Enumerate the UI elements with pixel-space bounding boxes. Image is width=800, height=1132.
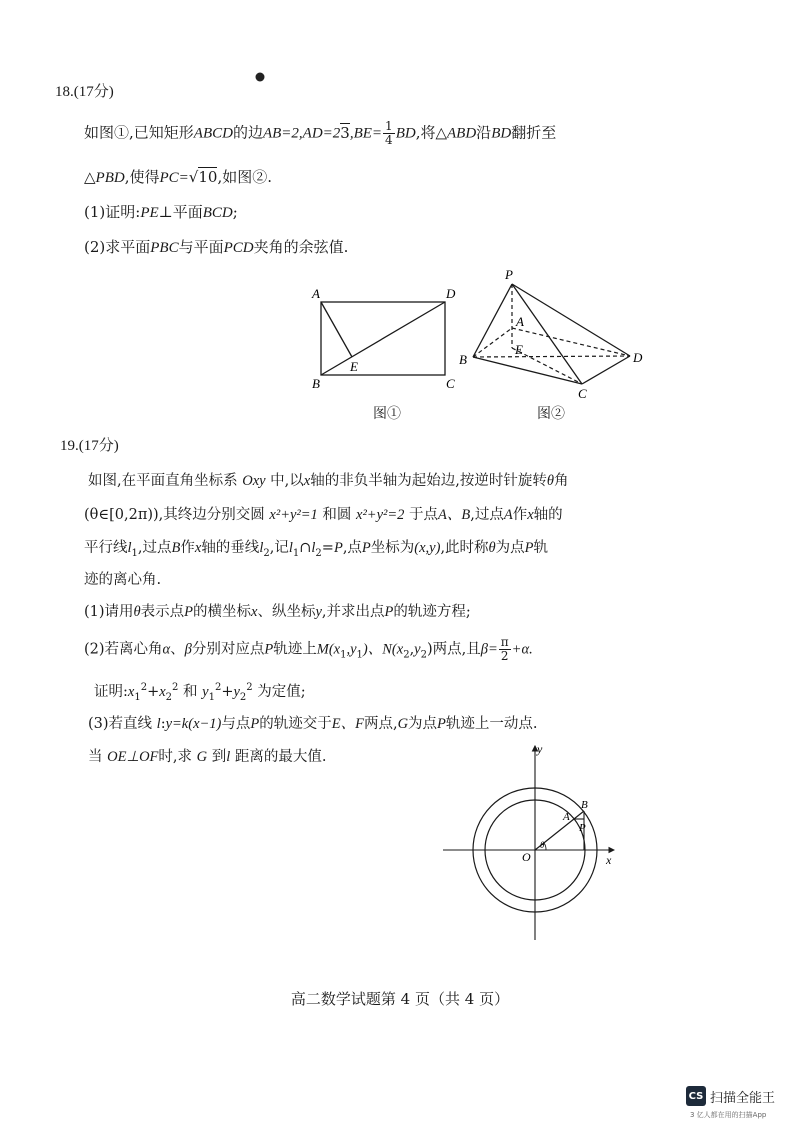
label-d: D bbox=[633, 350, 643, 365]
label-x: x bbox=[606, 853, 612, 867]
label-e: E bbox=[515, 342, 523, 357]
q19-line2: (θ∈[0,2π)),其终边分别交圆 x²+y²=1 和圆 x²+y²=2 于点A、B,过点A作x轴的 bbox=[84, 507, 563, 523]
figure-1-rectangle bbox=[300, 280, 470, 395]
fraction-pi-over-2: $\frac{\pi}{2}$ bbox=[500, 635, 509, 663]
q18-header: 18.(17分) bbox=[55, 84, 114, 100]
label-b: B bbox=[581, 799, 588, 811]
label-b: B bbox=[312, 376, 320, 391]
q19-header: 19.(17分) bbox=[60, 438, 119, 454]
q19-line3: 平行线$l_1$,过点B作x轴的垂线$l_2$,记$l_1\cap l_2=P$,点P坐标为(x,y),此时称θ为点P轨 bbox=[84, 540, 549, 559]
fraction-one-quarter: $\frac{1}{4}$ bbox=[385, 119, 393, 147]
label-theta: θ bbox=[540, 840, 545, 850]
q19-part2: (2)若离心角α、β分别对应点P轨迹上$M(x_1,y_1)$、$N(x_2,y_2)$两点,且β= $\frac{\pi}{2}$ +α. bbox=[84, 635, 533, 663]
watermark-tagline: 3 亿人都在用的扫描App bbox=[690, 1111, 767, 1119]
q19-part1: (1)请用θ表示点P的横坐标x、纵坐标y,并求出点P的轨迹方程; bbox=[84, 604, 471, 620]
figure-2-caption: 图② bbox=[537, 406, 565, 422]
ink-blot-mark bbox=[253, 70, 267, 84]
q18-part1: (1)证明:PE⊥平面BCD; bbox=[84, 203, 238, 221]
figure-concentric-circles bbox=[438, 740, 623, 945]
label-a: A bbox=[516, 314, 524, 329]
camscanner-logo-icon: CS bbox=[686, 1086, 706, 1106]
label-c: C bbox=[446, 376, 455, 391]
q18-part2: (2)求平面PBC与平面PCD夹角的余弦值. bbox=[84, 238, 349, 256]
label-a: A bbox=[312, 286, 320, 301]
q19-line1: 如图,在平面直角坐标系 Oxy 中,以x轴的非负半轴为起始边,按逆时针旋转θ角 bbox=[88, 473, 569, 489]
label-p: P bbox=[579, 822, 586, 834]
figure-1-caption: 图① bbox=[373, 406, 401, 422]
label-y: y bbox=[537, 742, 543, 756]
segment-ae bbox=[321, 302, 352, 357]
label-c: C bbox=[578, 386, 587, 401]
q18-line1: 如图①,已知矩形ABCD的边AB=2,AD=23,BE= $\frac{1}{4}$ BD,将△ABD沿BD翻折至 bbox=[84, 119, 557, 147]
watermark-name: 扫描全能王 bbox=[710, 1090, 776, 1106]
scanner-watermark bbox=[686, 1086, 775, 1106]
page-footer: 高二数学试题第 4 页（共 4 页） bbox=[290, 990, 510, 1008]
label-o: O bbox=[522, 850, 531, 864]
diagonal-bd bbox=[321, 302, 445, 375]
q18-line2: △PBD,使得PC=√10,如图②. bbox=[84, 168, 272, 186]
label-a: A bbox=[563, 811, 570, 823]
q19-part3: (3)若直线 l:y=k(x−1)与点P的轨迹交于E、F两点,G为点P轨迹上一动点. bbox=[88, 716, 538, 732]
q19-proof: 证明$:x_1^2+x_2^2$ 和 $y_1^2+y_2^2$ 为定值; bbox=[94, 682, 306, 703]
figure-2-tetrahedron bbox=[455, 262, 655, 402]
label-p: P bbox=[505, 267, 513, 282]
label-d: D bbox=[446, 286, 456, 301]
q19-line4: 迹的离心角. bbox=[84, 572, 162, 588]
label-b: B bbox=[459, 352, 467, 367]
q19-part3-cont: 当 OE⊥OF时,求 G 到l 距离的最大值. bbox=[88, 749, 327, 765]
label-e: E bbox=[350, 359, 358, 374]
